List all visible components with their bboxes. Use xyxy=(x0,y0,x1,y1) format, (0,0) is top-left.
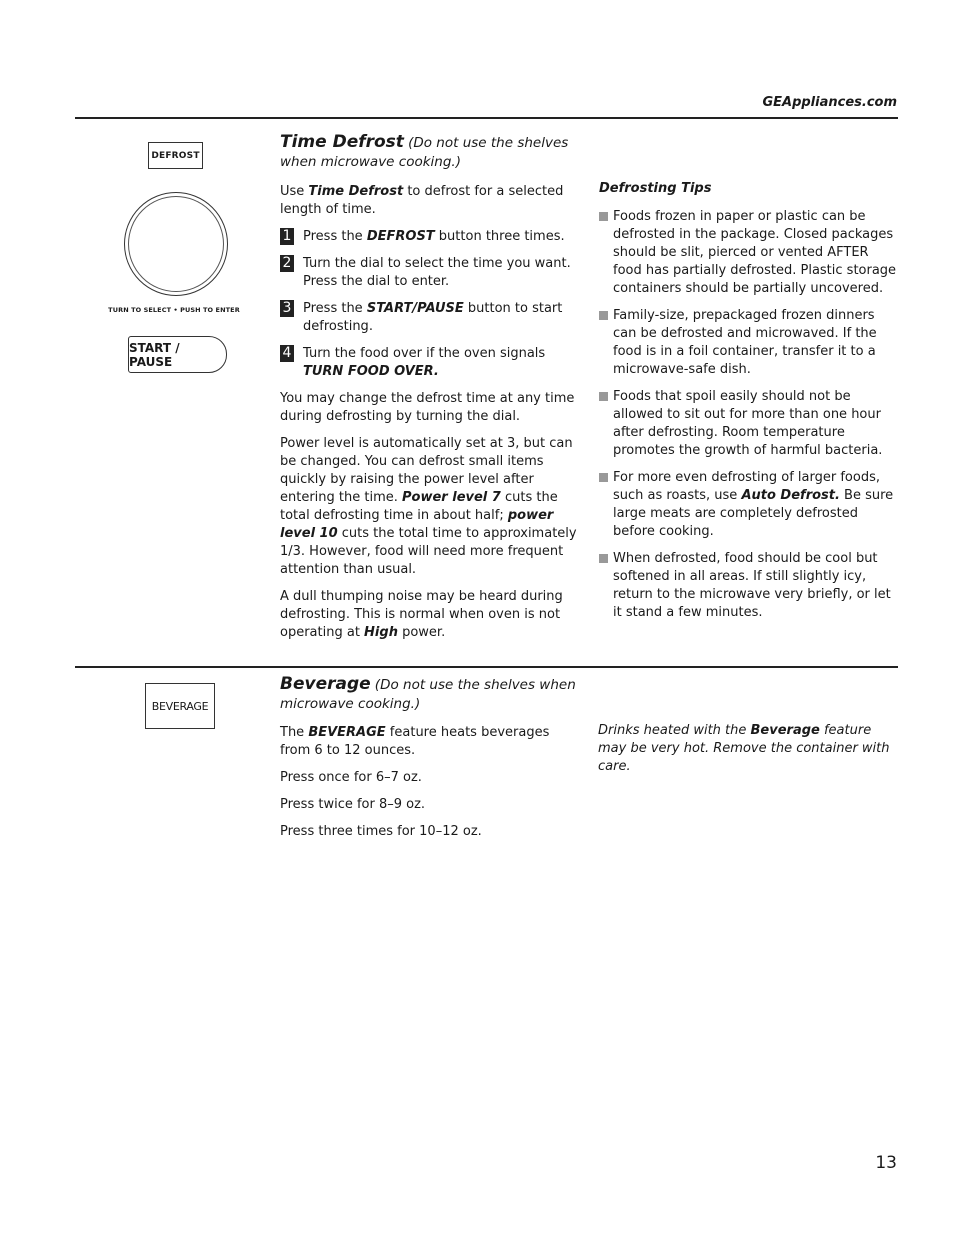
bullet-square-icon xyxy=(599,473,608,482)
tip-text: Family-size, prepackaged frozen dinners can be defrosted and microwaved. If the food is in a foil container, transfer it to a microwave-safe dish. xyxy=(613,308,877,377)
tip-item xyxy=(599,388,899,460)
tip-item xyxy=(599,469,899,541)
step-number: 4 xyxy=(280,345,294,362)
tip-text: Foods that spoil easily should not be allowed to sit out for more than one hour after defrosting. Room temperature promotes the growth of harmful bacteria. xyxy=(613,389,883,458)
defrosting-tips-column xyxy=(599,180,899,631)
defrosting-tips-title: Defrosting Tips xyxy=(599,181,712,196)
step-number: 1 xyxy=(280,228,294,245)
beverage-intro: The BEVERAGE feature heats beverages from 6 to 12 ounces. xyxy=(280,725,550,758)
tip-item xyxy=(599,550,899,622)
bullet-square-icon xyxy=(599,554,608,563)
beverage-button-illustration: BEVERAGE xyxy=(145,683,215,729)
tip-text: Foods frozen in paper or plastic can be defrosted in the package. Closed packages should be slit, pierced or vented AFTER food has partially defrosted. Plastic storage containers should be partially uncovered. xyxy=(613,209,897,296)
defrost-change-note: You may change the defrost time at any time during defrosting by turning the dial. xyxy=(280,391,575,424)
tip-item xyxy=(599,307,899,379)
beverage-press-option: Press three times for 10–12 oz. xyxy=(280,824,482,839)
tip-item xyxy=(599,208,899,298)
defrost-button-illustration: DEFROST xyxy=(148,142,203,169)
site-url: GEAppliances.com xyxy=(762,95,897,110)
power-level-note: Power level is automatically set at 3, but can be changed. You can defrost small items quickly by raising the power level after entering the time. Power level 7 cuts the total defrosting time in about half; power level 10 cuts the total time to approximately 1/3. However, food will need more frequent attention than usual. xyxy=(280,436,577,577)
beverage-heading xyxy=(280,675,582,714)
step-text: Turn the food over if the oven signals TURN FOOD OVER. xyxy=(303,346,546,379)
beverage-title: Beverage xyxy=(280,674,371,694)
defrost-step xyxy=(280,255,582,291)
defrost-step xyxy=(280,345,582,381)
time-defrost-column xyxy=(280,133,582,651)
bullet-square-icon xyxy=(599,392,608,401)
step-text: Press the START/PAUSE button to start defrosting. xyxy=(303,301,563,334)
time-defrost-intro: Use Time Defrost to defrost for a selected length of time. xyxy=(280,184,564,217)
section-divider xyxy=(75,117,898,119)
dial-knob-illustration xyxy=(124,192,228,296)
beverage-title-note: (Do not use the shelves when microwave cooking.) xyxy=(280,677,576,712)
tip-text: When defrosted, food should be cool but softened in all areas. If still slightly icy, return to the microwave very briefly, or let it stand a few minutes. xyxy=(613,551,891,620)
step-text: Turn the dial to select the time you want. Press the dial to enter. xyxy=(303,256,571,289)
beverage-caution: Drinks heated with the Beverage feature may be very hot. Remove the container with care. xyxy=(598,723,890,774)
tip-text: For more even defrosting of larger foods, such as roasts, use Auto Defrost. Be sure large meats are completely defrosted before cooking. xyxy=(613,470,894,539)
step-number: 3 xyxy=(280,300,294,317)
step-text: Press the DEFROST button three times. xyxy=(303,229,565,244)
section-divider xyxy=(75,666,898,668)
defrost-step xyxy=(280,300,582,336)
bullet-square-icon xyxy=(599,311,608,320)
beverage-press-option: Press once for 6–7 oz. xyxy=(280,770,422,785)
time-defrost-title-note: (Do not use the shelves when microwave cooking.) xyxy=(280,135,569,170)
beverage-press-option: Press twice for 8–9 oz. xyxy=(280,797,426,812)
noise-note: A dull thumping noise may be heard during defrosting. This is normal when oven is not operating at High power. xyxy=(280,589,563,640)
beverage-column xyxy=(280,675,582,850)
time-defrost-title: Time Defrost xyxy=(280,132,404,152)
time-defrost-heading xyxy=(280,133,582,172)
defrost-step xyxy=(280,228,582,246)
step-number: 2 xyxy=(280,255,294,272)
dial-label: TURN TO SELECT • PUSH TO ENTER xyxy=(108,306,240,314)
start-pause-button-illustration: START / PAUSE xyxy=(128,336,227,373)
page-number: 13 xyxy=(875,1153,897,1173)
bullet-square-icon xyxy=(599,212,608,221)
